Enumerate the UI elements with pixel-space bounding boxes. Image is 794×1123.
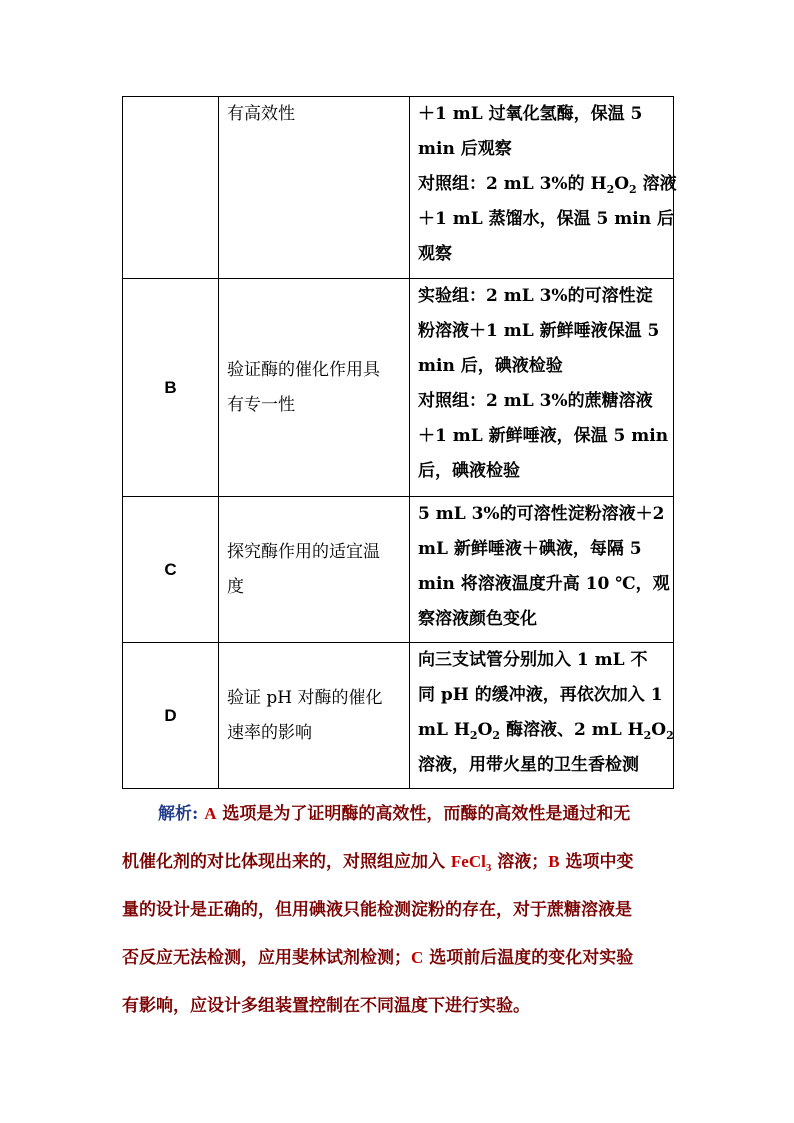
goal-line: 验证 pH 对酶的催化 [227,687,383,708]
method-line: 向三支试管分别加入 1 mL 不 [418,650,648,670]
experiment-goal [219,97,410,279]
method-line: 同 pH 的缓冲液，再依次加入 1 [418,685,663,705]
analysis-line: 机催化剂的对比体现出来的，对照组应加入 FeCl$_3$ 溶液；B 选项中变 [122,852,634,874]
analysis-label: 解析: [158,804,199,824]
option-label: C [123,497,219,643]
experiment-method [410,279,674,497]
method-line: 后，碘液检验 [418,461,520,481]
option-label [123,97,219,279]
goal-line: 度 [227,576,244,597]
goal-line: 验证酶的催化作用具 [227,359,380,380]
option-label: D [123,643,219,789]
method-line: 5 mL 3%的可溶性淀粉溶液＋2 [418,504,665,524]
experiment-method [410,497,674,643]
experiment-goal [219,279,410,497]
method-line: min 将溶液温度升高 10 ℃，观 [418,574,670,594]
option-label: B [123,279,219,497]
analysis-line: 否反应无法检测，应用斐林试剂检测；C 选项前后温度的变化对实验 [122,948,634,968]
goal-line: 有高效性 [227,104,295,124]
experiment-method [410,97,677,279]
experiment-goal [219,497,410,643]
analysis-section [122,790,678,1030]
table-row-b [123,279,674,497]
goal-line: 有专一性 [227,394,295,415]
analysis-line: 有影响，应设计多组装置控制在不同温度下进行实验。 [122,996,530,1016]
method-line: 观察 [418,244,452,264]
method-line: 对照组：2 mL 3%的蔗糖溶液 [418,391,653,411]
table-row-c [123,497,674,643]
method-line: ＋1 mL 过氧化氢酶，保温 5 [418,104,643,124]
experiment-method [410,643,674,789]
experiment-goal [219,643,410,789]
method-line: 察溶液颜色变化 [418,609,537,629]
method-line: 粉溶液＋1 mL 新鲜唾液保温 5 [418,321,660,341]
goal-line: 速率的影响 [227,722,312,743]
table-row-d [123,643,674,789]
method-line: ＋1 mL 蒸馏水，保温 5 min 后 [418,209,674,229]
method-line: 溶液，用带火星的卫生香检测 [418,755,639,775]
method-line: 实验组：2 mL 3%的可溶性淀 [418,286,653,306]
method-line: mL 新鲜唾液＋碘液，每隔 5 [418,539,642,559]
analysis-line: 解析: A 选项是为了证明酶的高效性，而酶的高效性是通过和无 [158,804,631,824]
goal-line: 探究酶作用的适宜温 [227,541,380,562]
analysis-line: 量的设计是正确的，但用碘液只能检测淀粉的存在，对于蔗糖溶液是 [122,900,632,920]
method-line: min 后观察 [418,139,512,159]
method-line: 对照组：2 mL 3%的 $H_2O_2$ 溶液 [418,174,677,196]
experiment-table [122,96,677,789]
method-line: mL $H_2O_2$ 酶溶液、2 mL $H_2O_2$ [418,720,674,742]
method-line: min 后，碘液检验 [418,356,563,376]
table-row-a-continued [123,97,674,279]
method-line: ＋1 mL 新鲜唾液，保温 5 min [418,426,669,446]
